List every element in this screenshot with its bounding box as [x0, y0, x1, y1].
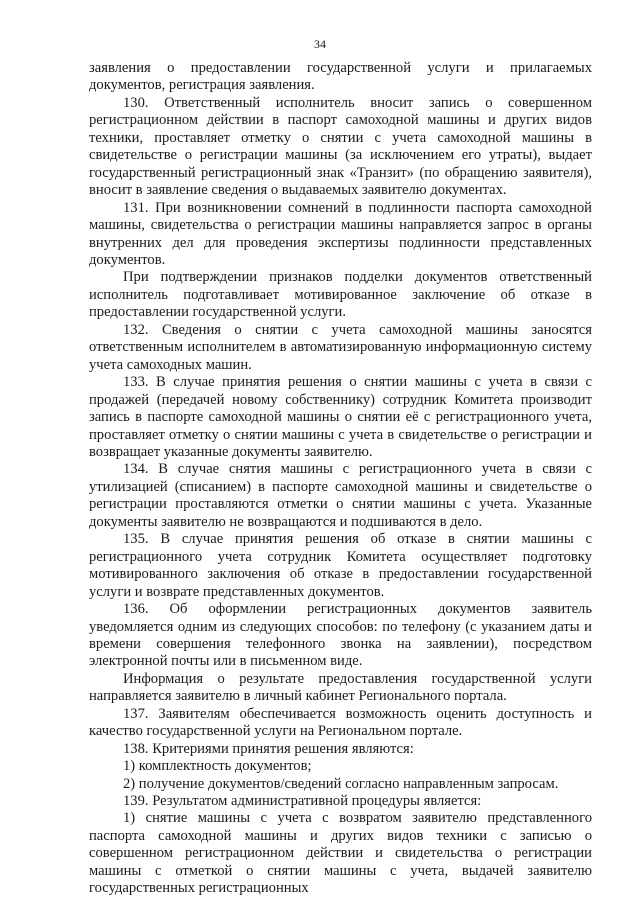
paragraph: При подтверждении признаков подделки документов ответственный исполнитель подготавливает мотивированное заключение об отказе в предоставлении государственной услуги. — [89, 269, 592, 321]
paragraph-136: 136. Об оформлении регистрационных документов заявитель уведомляется одним из следующих способов: по телефону (с указанием даты и времени совершения телефонного звонка на заявлении), посредством электронной почты или в письменном виде. — [89, 601, 592, 670]
document-body — [89, 60, 592, 898]
list-item: 1) комплектность документов; — [123, 758, 312, 775]
paragraph-133: 133. В случае принятия решения о снятии машины с учета в связи с продажей (передачей новому собственнику) сотрудник Комитета производит запись в паспорте самоходной машины о снятии её с регистрационного учета, проставляет отметку о снятии машины с учета в свидетельстве о регистрации и возвращает указанные документы заявителю. — [89, 374, 592, 460]
page-number: 34 — [314, 37, 326, 51]
paragraph-134: 134. В случае снятия машины с регистрационного учета в связи с утилизацией (списанием) в паспорте самоходной машины и свидетельстве о регистрации проставляются отметки о снятии машины с учета. Указанные документы заявителю не возвращаются и подшиваются в дело. — [89, 461, 592, 530]
paragraph-130: 130. Ответственный исполнитель вносит запись о совершенном регистрационном действии в паспорт самоходной машины и других видов техники, проставляет отметку о снятии с учета самоходной машины в свидетельстве о регистрации машины (за исключением его утраты), выдает государственный регистрационный знак «Транзит» (по обращению заявителя), вносит в заявление сведения о выдаваемых заявителю документах. — [89, 94, 592, 199]
paragraph-135: 135. В случае принятия решения об отказе в снятии машины с регистрационного учета сотрудник Комитета осуществляет подготовку мотивированного заключения об отказе в предоставлении государственной услуги и возврате представленных документов. — [89, 531, 592, 600]
list-item: 1) снятие машины с учета с возвратом заявителю представленного паспорта самоходной машины и других видов техники с записью о совершенном регистрационном действии и свидетельства о регистрации машины с отметкой о снятии машины с учета, выдачей заявителю государственных регистрационных — [89, 810, 592, 897]
paragraph-138: 138. Критериями принятия решения являются: — [123, 740, 414, 757]
list-item: 2) получение документов/сведений согласно направленным запросам. — [123, 775, 559, 792]
paragraph: Информация о результате предоставления государственной услуги направляется заявителю в личный кабинет Регионального портала. — [89, 670, 592, 705]
paragraph-131: 131. При возникновении сомнений в подлинности паспорта самоходной машины, свидетельства о регистрации машины направляется запрос в органы внутренних дел для проведения экспертизы подлинности представленных документов. — [89, 199, 592, 268]
paragraph-132: 132. Сведения о снятии с учета самоходной машины заносятся ответственным исполнителем в автоматизированную информационную систему учета самоходных машин. — [89, 321, 592, 373]
paragraph-139: 139. Результатом административной процедуры является: — [123, 793, 482, 810]
paragraph: заявления о предоставлении государственной услуги и прилагаемых документов, регистрация заявления. — [89, 60, 592, 94]
paragraph-137: 137. Заявителям обеспечивается возможность оценить доступность и качество государственной услуги на Региональном портале. — [89, 705, 592, 740]
